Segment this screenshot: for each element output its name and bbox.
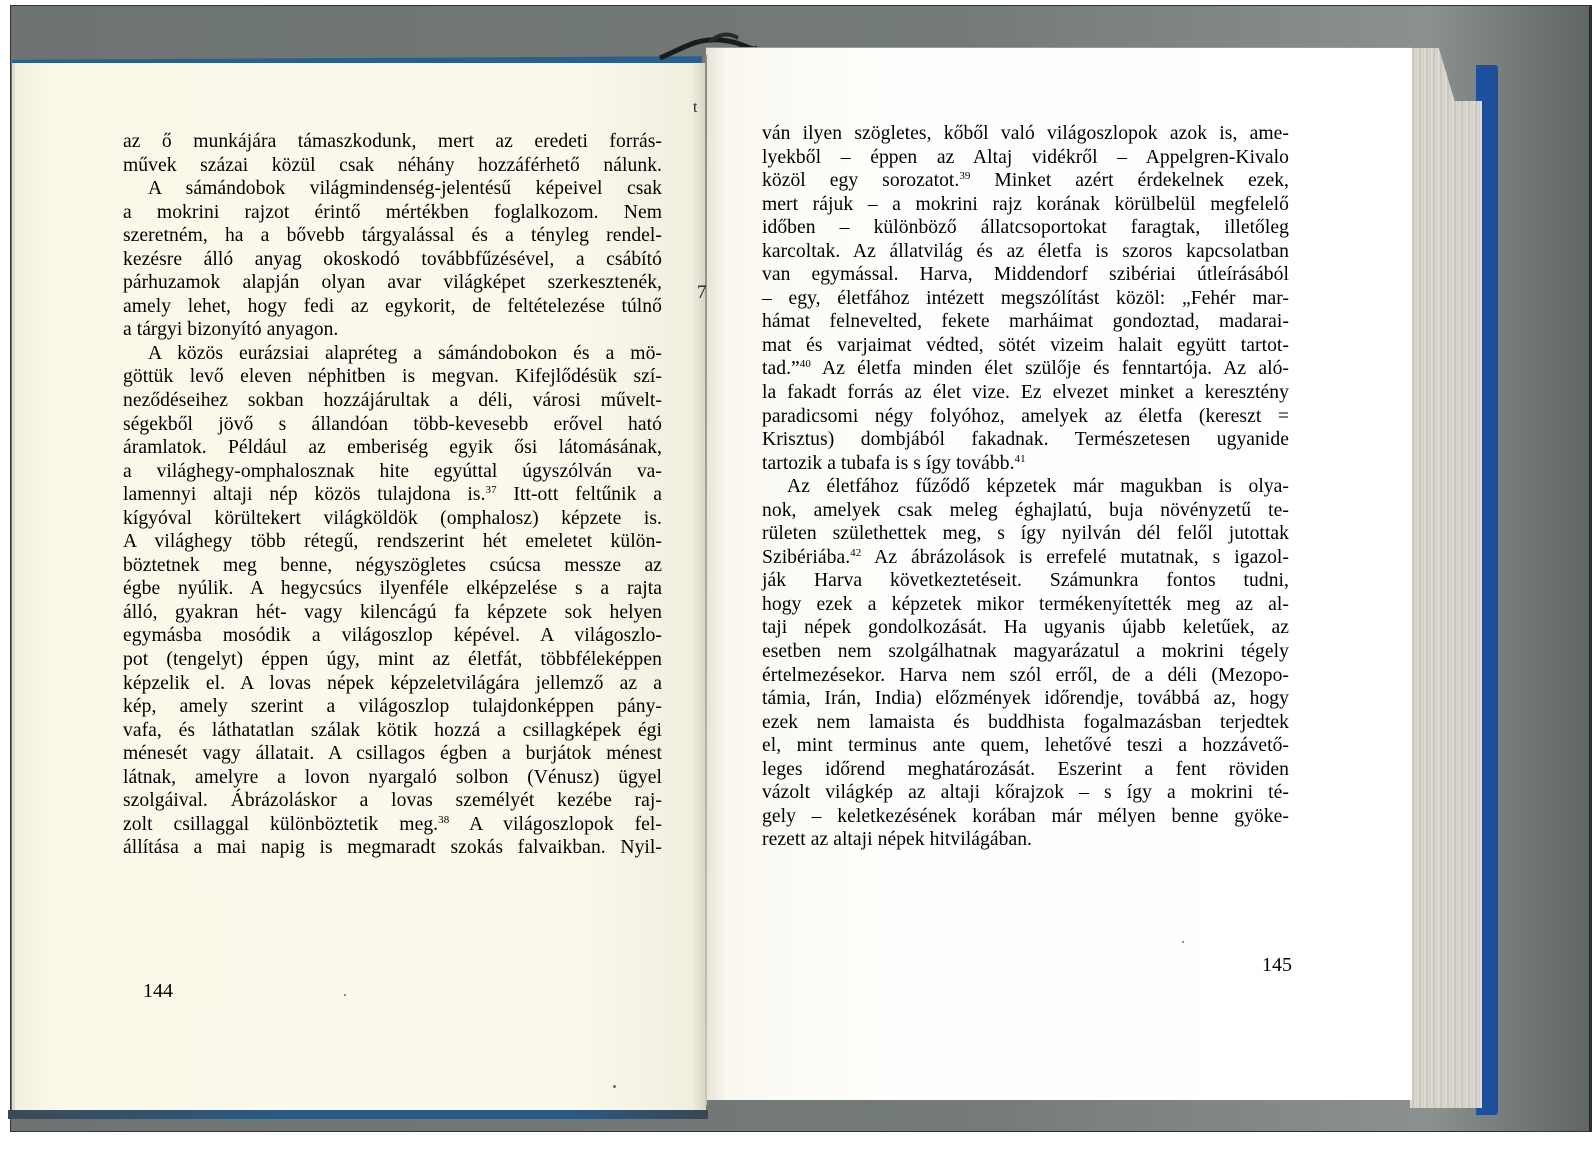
text-line: ezek nem lamaista és buddhista fogalmazásban terjedtek (762, 711, 1289, 733)
footnote-reference: 37 (485, 484, 497, 497)
text-line: paradicsomi négy folyóhoz, amelyek az életfa (kereszt = (762, 405, 1289, 427)
book-spine-gutter (705, 55, 707, 1105)
text-line: rezett az altaji népek hitvilágában. (762, 829, 1032, 851)
text-segment: lamennyi altaji nép közös tulajdona is. (123, 484, 486, 506)
text-line: Az életfához fűződő képzetek már magukban is olya- (787, 476, 1289, 498)
text-line (762, 169, 1289, 193)
text-segment: Szibériába. (762, 546, 851, 568)
book-cover-edge-bottom (8, 1110, 708, 1119)
scan-speck (1182, 941, 1184, 943)
text-line: leges időrend meghatározását. Eszerint a fent röviden (762, 758, 1289, 780)
text-line: mert rájuk – a mokrini rajz korának körülbelül megfelelő (762, 193, 1289, 215)
text-line: A közös eurázsiai alapréteg a sámándobokon és a mö- (148, 342, 662, 364)
text-line: hámat felnevelted, fekete marháimat gondoztad, madarai- (762, 311, 1289, 333)
text-line: időben – különböző állatcsoportokat faragtak, illetőleg (762, 217, 1289, 239)
text-line: képzelik el. A lovas népek képzeletvilágára jellemző az a (123, 672, 662, 694)
text-line: ják Harva következtetéseit. Számunkra fontos tudni, (762, 570, 1289, 592)
text-segment: zolt csillaggal különböztetik meg. (123, 813, 439, 835)
text-line: ménesét vagy állatait. A csillagos égben a burjátok ménest (123, 743, 662, 765)
text-line (762, 357, 1289, 381)
text-line: karcoltak. Az állatvilág és az életfa is szoros kapcsolatban (762, 240, 1289, 262)
text-line: göttük levő eleven néphitben is megvan. Kifejlődésük szí- (123, 366, 662, 388)
text-line: A világhegy több rétegű, rendszerint hét emeletet külön- (123, 531, 662, 553)
text-line: egymásba mosódik a világoszlop képével. A világoszlo- (123, 625, 662, 647)
text-line: gely – keletkezésének korában már mélyen benne gyöke- (762, 805, 1289, 827)
scan-speck (613, 1085, 616, 1088)
text-line: lyekből – éppen az Altaj vidékről – Appelgren-Kivalo (762, 146, 1289, 168)
text-segment: Minket azért érdekelnek ezek, (970, 170, 1289, 192)
footnote-reference: 38 (438, 813, 450, 826)
text-line: böztetnek meg benne, négyszögletes csúcsa messze az (123, 554, 662, 576)
right-page-body-text (762, 122, 1289, 852)
text-segment: közöl egy sorozatot. (762, 170, 960, 192)
text-line: nok, amelyek csak meleg éghajlatú, buja növényzetű te- (762, 499, 1289, 521)
text-line: a tárgyi bizonyító anyagon. (123, 319, 339, 341)
text-line: A sámándobok világmindenség-jelentésű képeivel csak (148, 178, 662, 200)
text-line: szolgáival. Ábrázoláskor a lovas személyét kezébe raj- (123, 790, 662, 812)
text-segment: tartozik a tubafa is s így tovább. (762, 452, 1015, 474)
text-line: neződéseihez sokban hozzájárultak a déli, városi művelt- (123, 390, 662, 412)
text-line: kép, amely szerint a világoszlop tulajdonképpen pány- (123, 696, 662, 718)
margin-mark-right-page: t (693, 99, 698, 116)
text-line: kígyóval körültekert világköldök (omphalosz) képzete is. (123, 507, 662, 529)
text-line: álló, gyakran hét- vagy kilencágú fa képzete sok helyen (123, 601, 662, 623)
text-line: van egymással. Harva, Middendorf szibériai útleírásából (762, 264, 1289, 286)
text-line: mat és varjaimat védted, sötét vizeim halait együtt tartot- (762, 334, 1289, 356)
text-segment: A világoszlopok fel- (449, 813, 662, 835)
text-line: – egy, életfához intézett megszólítást közöl: „Fehér mar- (762, 287, 1289, 309)
text-line: támia, Irán, India) előzmények időrendje, továbbá az, hogy (762, 688, 1289, 710)
text-line: az ő munkájára támaszkodunk, mert az eredeti forrás- (123, 131, 662, 152)
page-number-right: 145 (1262, 954, 1292, 976)
text-line: a mokrini rajzot érintő mértékben foglalkozom. Nem (123, 201, 662, 223)
text-line: el, mint terminus ante quem, lehetővé teszi a hozzávető- (762, 735, 1289, 757)
text-line (123, 813, 662, 837)
text-line: látnak, amelyre a lovon nyargaló solbon (Vénusz) ügyel (123, 766, 662, 788)
footnote-reference: 40 (799, 358, 811, 371)
text-segment: Itt-ott feltűnik a (496, 484, 662, 506)
text-line: vázolt világkép az altaji kőrajzok – s így a mokrini té- (762, 782, 1289, 804)
footnote-reference: 39 (959, 170, 971, 183)
text-line: pot (tengelyt) éppen úgy, mint az életfát, többféleképpen (123, 649, 662, 671)
left-page-body-text (123, 130, 662, 860)
text-line: áramlatok. Például az emberiség egyik ősi látomásának, (123, 437, 662, 459)
scan-speck (344, 994, 346, 996)
text-line: a világhegy-omphalosznak hite egyúttal úgyszólván va- (123, 460, 662, 482)
text-line: vafa, és láthatatlan szálak kötik hozzá a csillagképek égi (123, 719, 662, 741)
text-line: amely lehet, hogy fedi az egykorit, de feltételezése túlnő (123, 295, 662, 317)
text-line: szeretném, ha a bővebb tárgyalással és a tényleg rendel- (123, 225, 662, 247)
text-line: állítása a mai napig is megmaradt szokás falvaikban. Nyil- (123, 837, 662, 859)
text-line: párhuzamok alapján olyan avar világképet szerkesztenék, (123, 272, 662, 294)
text-line: taji népek gondolkozását. Ha ugyanis újabb keletűek, az (762, 617, 1289, 639)
text-segment: Az életfa minden élet szülője és fenntartója. Az aló- (810, 358, 1289, 380)
text-line: Krisztus) dombjából fakadnak. Természetesen ugyanide (762, 429, 1289, 451)
text-line: rületen születhettek meg, s így nyilván dél felől jutottak (762, 523, 1289, 545)
page-number-left: 144 (143, 980, 173, 1002)
text-line: ván ilyen szögletes, kőből való világoszlopok azok is, ame- (762, 123, 1289, 144)
text-line: la fakadt forrás az élet vize. Ez elvezet minket a keresztény (762, 382, 1289, 404)
text-line: kezésre álló anyag okoskodó továbbfűzésével, a csábító (123, 248, 662, 270)
text-line: hogy ezek a képzetek mikor termékenyítették meg az al- (762, 593, 1289, 615)
text-line: ségekből jövő s állandóan több-kevesebb erővel ható (123, 413, 662, 435)
footnote-reference: 41 (1014, 452, 1026, 465)
text-line: művek százai közül csak néhány hozzáférhető nálunk. (123, 154, 662, 176)
text-line: értelmezésekor. Harva nem szól erről, de a déli (Mezopo- (762, 664, 1289, 686)
text-segment: Az ábrázolások is errefelé mutatnak, s igazol- (861, 546, 1289, 568)
text-line: égbe nyúlik. A hegycsúcs ilyenféle elképzelése s a rajta (123, 578, 662, 600)
footnote-reference: 42 (850, 546, 862, 559)
text-line (762, 452, 1289, 476)
text-line: esetben nem szolgálhatnak magyarázatul a mokrini tégely (762, 641, 1289, 663)
margin-mark-left-page: 7 (697, 282, 707, 303)
text-line (123, 483, 662, 507)
text-segment: tad.” (762, 358, 800, 380)
text-line (762, 546, 1289, 570)
page-edges (1410, 48, 1482, 1108)
